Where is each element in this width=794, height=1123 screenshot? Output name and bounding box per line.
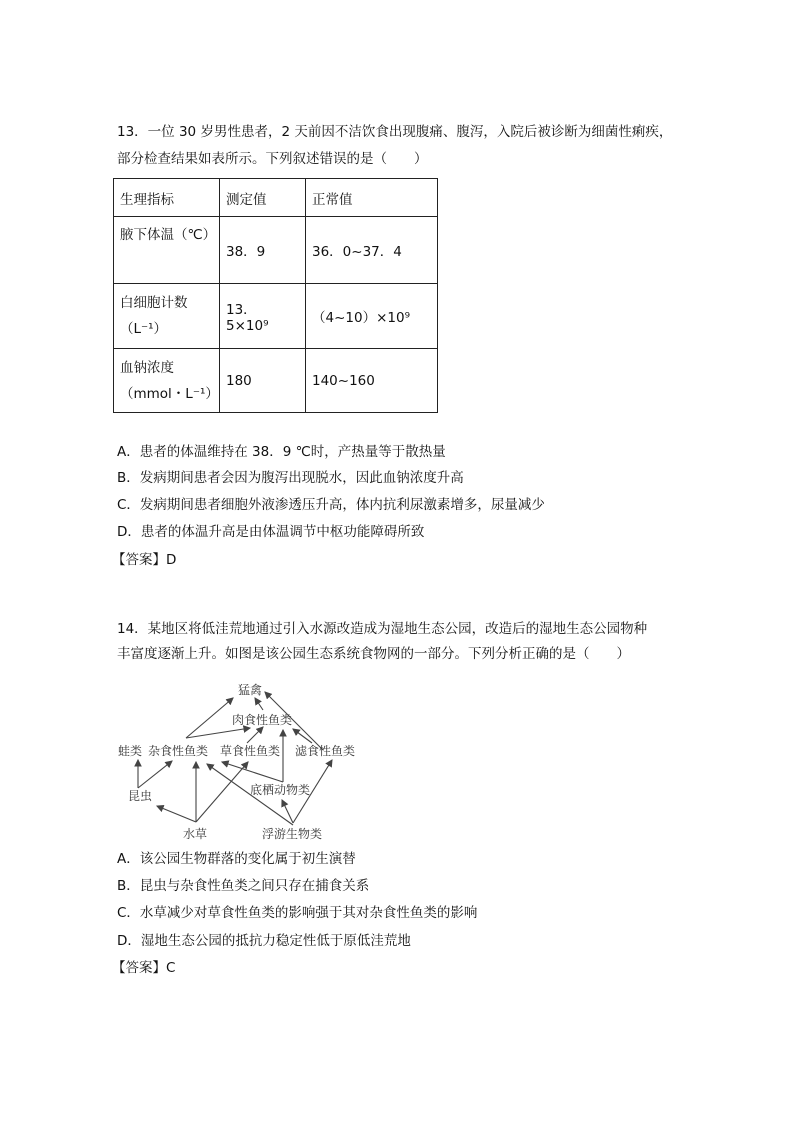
- cell-name: 血钠浓度: [120, 360, 174, 376]
- node-raptor: 猛禽: [237, 683, 263, 697]
- node-aquatic-plants: 水草: [182, 827, 208, 841]
- table-row: [114, 284, 438, 349]
- q14-option-d: D．湿地生态公园的抵抗力稳定性低于原低洼荒地: [117, 933, 411, 949]
- q13-option-c: C．发病期间患者细胞外液渗透压升高，体内抗利尿激素增多，尿量减少: [117, 497, 545, 513]
- node-insects: 昆虫: [127, 789, 153, 803]
- cell-unit: （mmol・L⁻¹）: [120, 386, 219, 402]
- q14-option-b: B．昆虫与杂食性鱼类之间只存在捕食关系: [117, 878, 370, 894]
- cell-measured: 180: [220, 349, 306, 413]
- q14-answer: 【答案】C: [112, 960, 176, 976]
- cell-normal: 140~160: [306, 349, 438, 413]
- q14-stem-line2: 丰富度逐渐上升。如图是该公园生态系统食物网的一部分。下列分析正确的是（ ）: [117, 646, 630, 662]
- node-filter-feeding-fish: 滤食性鱼类: [294, 744, 356, 758]
- table-row: [114, 349, 438, 413]
- q13-option-d: D．患者的体温升高是由体温调节中枢功能障碍所致: [117, 524, 425, 540]
- table-row: [114, 217, 438, 284]
- node-carnivorous-fish: 肉食性鱼类: [231, 713, 293, 727]
- table-header: 生理指标: [114, 179, 220, 217]
- table-header: 测定值: [220, 179, 306, 217]
- cell-name: 腋下体温（℃）: [120, 227, 217, 243]
- q14-option-a: A．该公园生物群落的变化属于初生演替: [117, 851, 356, 867]
- node-frogs: 蛙类: [117, 744, 143, 758]
- cell-name: 白细胞计数: [120, 295, 188, 311]
- node-plankton: 浮游生物类: [261, 827, 323, 841]
- q13-stem-line1: 13．一位 30 岁男性患者，2 天前因不洁饮食出现腹痛、腹泻，入院后被诊断为细菌性痢疾，: [117, 124, 673, 140]
- food-web-diagram: [110, 672, 370, 847]
- q13-stem-line2: 部分检查结果如表所示。下列叙述错误的是（ ）: [117, 151, 428, 167]
- food-web-arrows: [138, 692, 332, 825]
- node-omnivorous-fish: 杂食性鱼类: [147, 744, 209, 758]
- q13-answer: 【答案】D: [112, 552, 177, 568]
- cell-measured: 38．9: [220, 217, 306, 284]
- q13-option-a: A．患者的体温维持在 38．9 ℃时，产热量等于散热量: [117, 444, 446, 460]
- cell-measured: 13．5×10⁹: [220, 284, 306, 349]
- node-herbivorous-fish: 草食性鱼类: [219, 744, 281, 758]
- table-header: 正常值: [306, 179, 438, 217]
- cell-normal: 36．0~37．4: [306, 217, 438, 284]
- node-benthic-animals: 底栖动物类: [249, 783, 311, 797]
- q14-option-c: C．水草减少对草食性鱼类的影响强于其对杂食性鱼类的影响: [117, 905, 478, 921]
- q13-table: [113, 178, 438, 413]
- cell-unit: （L⁻¹）: [120, 321, 168, 337]
- q13-option-b: B．发病期间患者会因为腹泻出现脱水，因此血钠浓度升高: [117, 470, 464, 486]
- cell-normal: （4~10）×10⁹: [306, 284, 438, 349]
- q14-stem-line1: 14．某地区将低洼荒地通过引入水源改造成为湿地生态公园，改造后的湿地生态公园物种: [117, 621, 648, 637]
